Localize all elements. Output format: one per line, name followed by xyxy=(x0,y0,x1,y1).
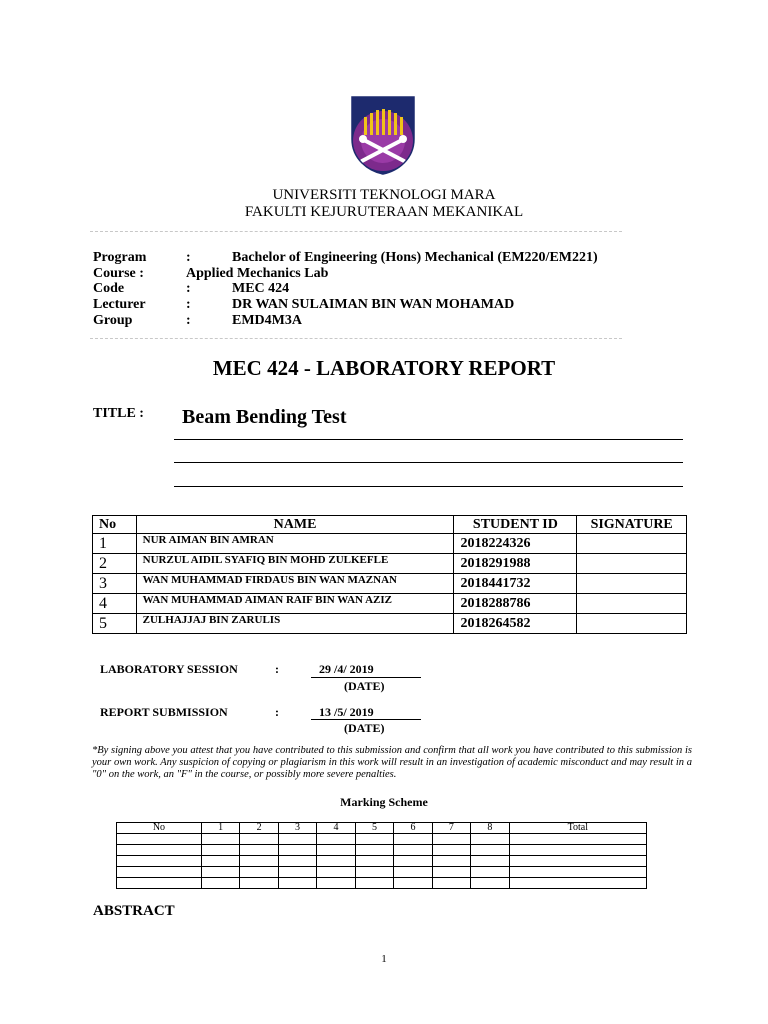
page-number: 1 xyxy=(381,953,387,965)
faculty-name: FAKULTI KEJURUTERAAN MEKANIKAL xyxy=(244,204,524,220)
marking-header-8: 8 xyxy=(471,823,509,834)
marking-header-6: 6 xyxy=(394,823,432,834)
member-no: 4 xyxy=(93,594,137,614)
table-row xyxy=(93,554,687,574)
group-label: Group xyxy=(93,313,133,328)
lab-session-date-line xyxy=(311,677,421,678)
marking-header-4: 4 xyxy=(317,823,355,834)
member-signature[interactable] xyxy=(577,534,687,554)
lab-session xyxy=(100,662,374,677)
table-row xyxy=(93,534,687,554)
table-row xyxy=(93,614,687,634)
title-underline-2 xyxy=(174,462,683,463)
marking-scheme-title: Marking Scheme xyxy=(340,795,428,809)
report-title: MEC 424 - LABORATORY REPORT xyxy=(212,356,556,380)
report-submission-date-line xyxy=(311,719,421,720)
group-colon: : xyxy=(186,313,191,328)
member-signature[interactable] xyxy=(577,574,687,594)
marking-row xyxy=(117,878,647,889)
title-underline-3 xyxy=(174,486,683,487)
member-id: 2018288786 xyxy=(454,594,577,614)
lab-session-colon: : xyxy=(275,662,279,676)
table-row xyxy=(93,574,687,594)
header-no: No xyxy=(93,516,137,534)
lecturer-colon: : xyxy=(186,297,191,312)
lecturer-value: DR WAN SULAIMAN BIN WAN MOHAMAD xyxy=(232,297,515,312)
program-colon: : xyxy=(186,250,191,265)
marking-row xyxy=(117,856,647,867)
member-name: ZULHAJJAJ BIN ZARULIS xyxy=(136,614,454,634)
marking-header-2: 2 xyxy=(240,823,278,834)
member-signature[interactable] xyxy=(577,594,687,614)
group-value: EMD4M3A xyxy=(232,313,302,328)
code-label: Code xyxy=(93,281,125,296)
members-table xyxy=(92,515,687,634)
divider-top xyxy=(90,231,622,232)
table-row xyxy=(93,594,687,614)
marking-header-row xyxy=(117,823,647,834)
marking-header-1: 1 xyxy=(201,823,239,834)
lab-session-date-label: (DATE) xyxy=(344,679,385,693)
member-id: 2018224326 xyxy=(454,534,577,554)
header-student-id: STUDENT ID xyxy=(454,516,577,534)
program-label: Program xyxy=(93,250,147,265)
member-name: NUR AIMAN BIN AMRAN xyxy=(136,534,454,554)
header-signature: SIGNATURE xyxy=(577,516,687,534)
marking-header-7: 7 xyxy=(432,823,470,834)
member-id: 2018441732 xyxy=(454,574,577,594)
course-value: Applied Mechanics Lab xyxy=(186,266,329,281)
course-label: Course : xyxy=(93,266,144,281)
marking-header-5: 5 xyxy=(355,823,393,834)
abstract-heading: ABSTRACT xyxy=(93,903,175,919)
disclaimer-text: *By signing above you attest that you have contributed to this submission and confirm that all work you have contributed to this submission is your own work. Any suspicion of copying or plagiarism in this work will result in an investigation of academic misconduct and may result in a "0" on the work, an "F" in the course, or possibly more severe penalties. xyxy=(92,745,692,780)
member-id: 2018264582 xyxy=(454,614,577,634)
member-no: 2 xyxy=(93,554,137,574)
title-underline-1 xyxy=(174,439,683,440)
report-submission xyxy=(100,705,374,720)
program-value: Bachelor of Engineering (Hons) Mechanical (EM220/EM221) xyxy=(232,250,598,265)
divider-middle xyxy=(90,338,622,339)
member-signature[interactable] xyxy=(577,614,687,634)
report-submission-date: 13 /5/ 2019 xyxy=(319,705,374,719)
title-label: TITLE : xyxy=(93,406,144,421)
marking-row xyxy=(117,834,647,845)
lab-session-date: 29 /4/ 2019 xyxy=(319,662,374,676)
report-submission-label: REPORT SUBMISSION xyxy=(100,705,228,719)
marking-header-total: Total xyxy=(509,823,646,834)
member-name: NURZUL AIDIL SYAFIQ BIN MOHD ZULKEFLE xyxy=(136,554,454,574)
marking-header-no: No xyxy=(117,823,202,834)
marking-header-3: 3 xyxy=(278,823,316,834)
member-no: 3 xyxy=(93,574,137,594)
code-colon: : xyxy=(186,281,191,296)
members-header-row xyxy=(93,516,687,534)
member-no: 1 xyxy=(93,534,137,554)
lecturer-label: Lecturer xyxy=(93,297,146,312)
member-name: WAN MUHAMMAD AIMAN RAIF BIN WAN AZIZ xyxy=(136,594,454,614)
code-value: MEC 424 xyxy=(232,281,290,296)
member-signature[interactable] xyxy=(577,554,687,574)
marking-scheme-table xyxy=(116,822,647,889)
report-submission-date-label: (DATE) xyxy=(344,721,385,735)
marking-row xyxy=(117,867,647,878)
report-submission-colon: : xyxy=(275,705,279,719)
member-no: 5 xyxy=(93,614,137,634)
uitm-logo xyxy=(350,95,416,175)
title-value: Beam Bending Test xyxy=(182,406,347,428)
university-name: UNIVERSITI TEKNOLOGI MARA xyxy=(272,187,496,203)
member-name: WAN MUHAMMAD FIRDAUS BIN WAN MAZNAN xyxy=(136,574,454,594)
member-id: 2018291988 xyxy=(454,554,577,574)
header-name: NAME xyxy=(136,516,454,534)
lab-session-label: LABORATORY SESSION xyxy=(100,662,238,676)
university-header xyxy=(0,187,768,221)
marking-row xyxy=(117,845,647,856)
